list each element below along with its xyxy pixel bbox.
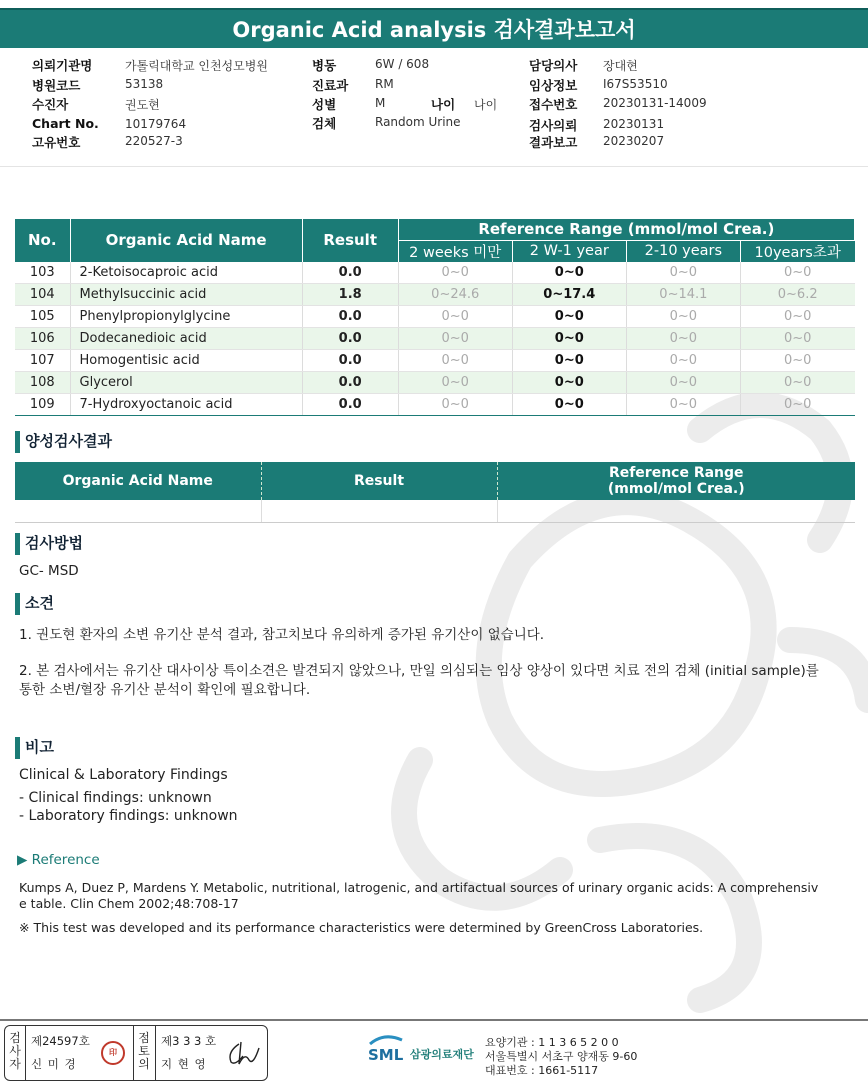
reference-citation-a: Kumps A, Duez P, Mardens Y. Metabolic, nutritional, latrogenic, and artifactual sources of urinary organic acids: A comprehensiv (19, 880, 819, 895)
cell-no: 104 (15, 284, 70, 306)
info-label: Chart No. (32, 116, 99, 131)
lab-address: 서울특별시 서초구 양재동 9-60 (485, 1050, 638, 1063)
cell-name: Phenylpropionylglycine (70, 306, 302, 328)
pos-header-reference-line2: (mmol/mol Crea.) (607, 481, 745, 497)
cell-result: 0.0 (302, 306, 398, 328)
cell-range: 0~0 (626, 350, 740, 372)
info-label: 성별 (312, 97, 337, 112)
cell-range: 0~0 (626, 394, 740, 416)
cell-range: 0~0 (512, 394, 626, 416)
info-value: 20230131 (603, 117, 665, 131)
pos-header-reference (497, 462, 855, 500)
cell-name: 7-Hydroxyoctanoic acid (70, 394, 302, 416)
info-label: 담당의사 (529, 58, 578, 73)
cell-range: 0~0 (398, 372, 512, 394)
info-value: 나이 (474, 98, 498, 112)
cell-range: 0~0 (740, 350, 854, 372)
empty-cell (497, 500, 855, 522)
cell-range: 0~0 (740, 394, 854, 416)
info-value: M (375, 96, 386, 110)
table-row (15, 306, 855, 328)
notes-title: Clinical & Laboratory Findings (19, 767, 228, 783)
divider (155, 1026, 156, 1080)
cell-range: 0~0 (626, 306, 740, 328)
cell-range: 0~17.4 (512, 284, 626, 306)
info-value: 10179764 (125, 117, 187, 131)
info-value: Random Urine (375, 115, 461, 129)
table-row (15, 328, 855, 350)
cell-range: 0~0 (740, 328, 854, 350)
cell-range: 0~0 (512, 350, 626, 372)
tester-name: 신 미 경 (31, 1057, 77, 1071)
cell-result: 1.8 (302, 284, 398, 306)
cell-result: 0.0 (302, 350, 398, 372)
cell-range: 0~0 (740, 262, 854, 284)
reviewer-signature (225, 1038, 261, 1068)
tester-stamp: 印 (101, 1041, 125, 1065)
tester-label-char: 자 (9, 1057, 21, 1071)
info-value: 장대현 (603, 59, 638, 73)
cell-range: 0~0 (398, 306, 512, 328)
cell-range: 0~0 (398, 328, 512, 350)
cell-range: 0~0 (740, 306, 854, 328)
cell-name: Glycerol (70, 372, 302, 394)
info-value: 가톨릭대학교 인천성모병원 (125, 59, 268, 73)
info-label: 병원코드 (32, 78, 81, 93)
findings-line2b: 통한 소변/혈장 유기산 분석이 확인에 필요합니다. (19, 682, 311, 698)
cell-name: 2-Ketoisocaproic acid (70, 262, 302, 284)
findings-line1: 1. 권도현 환자의 소변 유기산 분석 결과, 참고치보다 유의하게 증가된 유기산이 없습니다. (19, 627, 545, 643)
header-result: Result (302, 219, 398, 262)
info-label: 진료과 (312, 78, 349, 93)
cell-range: 0~0 (512, 262, 626, 284)
signature-box (4, 1025, 268, 1081)
cell-result: 0.0 (302, 262, 398, 284)
info-label: 검사의뢰 (529, 118, 578, 133)
cell-range: 0~0 (626, 328, 740, 350)
divider (0, 166, 868, 167)
cell-range: 0~0 (512, 328, 626, 350)
lab-name: 삼광의료재단 (410, 1048, 474, 1061)
sml-logo (366, 1032, 406, 1068)
cell-name: Dodecanedioic acid (70, 328, 302, 350)
empty-cell (261, 500, 497, 522)
method-text: GC- MSD (19, 563, 79, 579)
header-range: 2-10 years (626, 240, 740, 262)
info-value: 20230131-14009 (603, 96, 707, 110)
pos-header-name: Organic Acid Name (15, 462, 261, 500)
reference-heading: ▶ Reference (17, 852, 100, 868)
method-heading: 검사방법 (15, 533, 83, 555)
info-value: RM (375, 77, 394, 91)
reviewer-license: 제3 3 3 호 (161, 1034, 217, 1048)
info-value: I67S53510 (603, 77, 668, 91)
table-row (15, 394, 855, 416)
reviewer-label (137, 1032, 151, 1071)
table-row (15, 284, 855, 306)
header-name: Organic Acid Name (70, 219, 302, 262)
notes-heading: 비고 (15, 737, 54, 759)
cell-range: 0~0 (626, 372, 740, 394)
pos-header-reference-line1: Reference Range (608, 465, 744, 481)
cell-no: 105 (15, 306, 70, 328)
cell-range: 0~0 (398, 394, 512, 416)
lab-phone: 대표번호 : 1661-5117 (485, 1064, 599, 1077)
reviewer-name: 지 현 영 (161, 1057, 207, 1071)
tester-label-char: 사 (9, 1044, 21, 1058)
info-value: 권도현 (125, 98, 160, 112)
cell-no: 107 (15, 350, 70, 372)
cell-name: Homogentisic acid (70, 350, 302, 372)
cell-range: 0~0 (512, 372, 626, 394)
institution-code: 요양기관 : 1 1 3 6 5 2 0 0 (485, 1036, 619, 1049)
cell-result: 0.0 (302, 372, 398, 394)
footer-divider (0, 1019, 868, 1021)
empty-cell (15, 500, 261, 522)
cell-name: Methylsuccinic acid (70, 284, 302, 306)
table-row (15, 372, 855, 394)
laboratory-findings: - Laboratory findings: unknown (19, 808, 238, 824)
sml-logo-text: SML (368, 1046, 404, 1064)
cell-no: 109 (15, 394, 70, 416)
info-label: 결과보고 (529, 135, 578, 150)
table-row (15, 350, 855, 372)
info-label: 임상정보 (529, 78, 578, 93)
clinical-findings: - Clinical findings: unknown (19, 790, 212, 806)
header-range: 2 W-1 year (512, 240, 626, 262)
header-no: No. (15, 219, 70, 262)
info-label: 고유번호 (32, 135, 81, 150)
tester-label-char: 검 (9, 1031, 21, 1045)
findings-line2a: 2. 본 검사에서는 유기산 대사이상 특이소견은 발견되지 않았으나, 만일 의심되는 임상 양상이 있다면 치료 전의 검체 (initial sample)를 (19, 663, 819, 679)
cell-result: 0.0 (302, 328, 398, 350)
header-reference: Reference Range (mmol/mol Crea.) (398, 219, 854, 240)
divider (133, 1026, 134, 1080)
tester-license: 제24597호 (31, 1034, 90, 1048)
tester-label (8, 1032, 22, 1071)
header-range: 2 weeks 미만 (398, 240, 512, 262)
reference-citation-b: e table. Clin Chem 2002;48:708-17 (19, 896, 239, 911)
info-label: 접수번호 (529, 97, 578, 112)
cell-range: 0~0 (626, 262, 740, 284)
info-label: 병동 (312, 58, 337, 73)
reviewer-label-char: 토 (138, 1044, 150, 1058)
reference-note: ※ This test was developed and its performance characteristics were determined by GreenCross Laboratories. (19, 920, 704, 935)
info-label: 검체 (312, 116, 337, 131)
cell-result: 0.0 (302, 394, 398, 416)
table-row (15, 500, 855, 522)
info-label: 의뢰기관명 (32, 58, 93, 73)
cell-no: 106 (15, 328, 70, 350)
info-value: 20230207 (603, 134, 665, 148)
cell-range: 0~0 (398, 262, 512, 284)
positive-results-heading: 양성검사결과 (15, 431, 112, 453)
reviewer-label-char: 점 (138, 1031, 150, 1045)
positive-results-table (15, 462, 855, 523)
info-label: 수진자 (32, 97, 69, 112)
info-label: 나이 (431, 97, 456, 112)
cell-no: 103 (15, 262, 70, 284)
cell-range: 0~0 (512, 306, 626, 328)
cell-range: 0~0 (398, 350, 512, 372)
reviewer-label-char: 의 (138, 1057, 150, 1071)
divider (25, 1026, 26, 1080)
table-row (15, 262, 855, 284)
pos-header-result: Result (261, 462, 497, 500)
info-value: 6W / 608 (375, 57, 430, 71)
findings-heading: 소견 (15, 593, 54, 615)
report-title: Organic Acid analysis 검사결과보고서 (0, 8, 868, 48)
info-value: 220527-3 (125, 134, 183, 148)
cell-range: 0~24.6 (398, 284, 512, 306)
cell-range: 0~14.1 (626, 284, 740, 306)
header-range: 10years초과 (740, 240, 854, 262)
cell-no: 108 (15, 372, 70, 394)
results-table (15, 219, 855, 416)
cell-range: 0~6.2 (740, 284, 854, 306)
cell-range: 0~0 (740, 372, 854, 394)
info-value: 53138 (125, 77, 164, 91)
